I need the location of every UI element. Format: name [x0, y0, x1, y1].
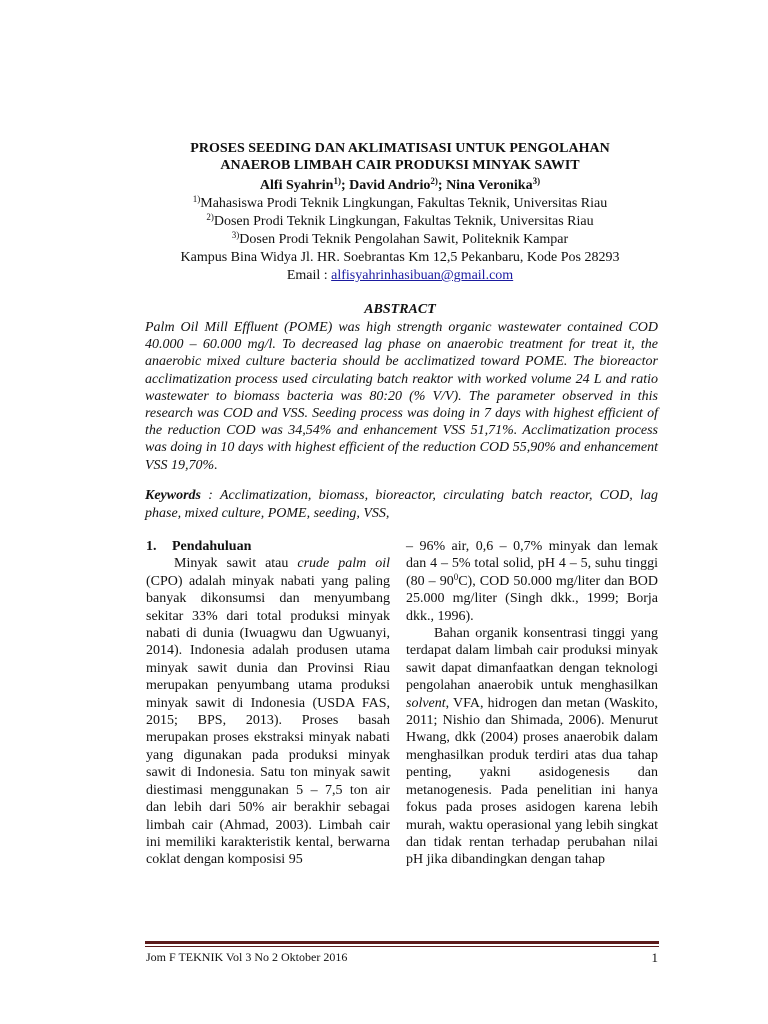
affiliation-2-text: Dosen Prodi Teknik Lingkungan, Fakultas Teknik, Universitas Riau [213, 214, 594, 229]
left-p1-a: Minyak sawit atau [174, 556, 298, 572]
affiliation-1-text: Mahasiswa Prodi Teknik Lingkungan, Fakultas Teknik, Universitas Riau [200, 196, 608, 211]
left-paragraph [146, 555, 390, 868]
author-2-sup: 2) [430, 176, 438, 186]
degree-sup: 0 [453, 571, 459, 582]
affiliation-2-sup: 2) [206, 212, 214, 222]
right-column [406, 538, 658, 869]
right-p2-b: , VFA, hidrogen dan metan (Waskito, 2011; Nishio dan Shimada, 2006). Menurut Hwang, dkk (2004) proses anaerobik dalam menghasilkan produk terdiri atas dua tahap penting, yakni asidogenesis dan metanogenesis. Pada penelitian ini hanya fokus pada proses asidogen karena lebih murah, waktu operasional yang lebih singkat dan tidak rentan terhadap perubahan nilai pH jika dibandingkan dengan tahap [406, 695, 658, 868]
footer-journal: Jom F TEKNIK Vol 3 No 2 Oktober 2016 [146, 950, 348, 964]
left-column [146, 538, 390, 869]
affiliation-1-sup: 1) [192, 194, 201, 204]
email-link[interactable]: alfisyahrinhasibuan@gmail.com [331, 268, 514, 283]
affiliation-1 [100, 195, 700, 213]
right-p2-italic: solvent [406, 695, 446, 711]
abstract-heading: ABSTRACT [364, 302, 436, 317]
affiliation-3-sup: 3) [231, 230, 240, 240]
author-list [120, 178, 680, 194]
title-line-2: ANAEROB LIMBAH CAIR PRODUKSI MINYAK SAWIT [220, 158, 580, 173]
title-line-1: PROSES SEEDING DAN AKLIMATISASI UNTUK PENGOLAHAN [190, 141, 610, 156]
author-3-sup: 3) [532, 176, 541, 186]
right-paragraph-1 [406, 538, 658, 625]
affiliation-3-text: Dosen Prodi Teknik Pengolahan Sawit, Politeknik Kampar [239, 232, 569, 247]
keywords-text: : Acclimatization, biomass, bioreactor, circulating batch reactor, COD, lag phase, mixed culture, POME, seeding, VSS, [145, 488, 658, 521]
left-p1-italic: crude palm oil [297, 556, 390, 572]
right-p2-a: Bahan organik konsentrasi tinggi yang terdapat dalam limbah cair produksi minyak sawit dapat dimanfaatkan dengan teknologi pengolahan anaerobik untuk menghasilkan [406, 626, 658, 694]
section-heading [146, 538, 390, 555]
footer-rule-thin [145, 946, 659, 947]
page-number: 1 [651, 950, 658, 965]
address: Kampus Bina Widya Jl. HR. Soebrantas Km 12,5 Pekanbaru, Kode Pos 28293 [180, 250, 620, 265]
right-p1-a: – 96% air, 0,6 – 0,7% minyak dan lemak dan 4 – 5% total solid, pH 4 – 5, suhu tinggi (80 – 90 [406, 539, 658, 589]
footer-rule-thick [145, 941, 659, 944]
left-p1-b: (CPO) adalah minyak nabati yang paling banyak dikonsumsi dan menyumbang sekitar 33% dari total produksi minyak nabati di dunia (Iwuagwu dan Ugwuanyi, 2014). Indonesia adalah produsen utama minyak sawit dunia dan Provinsi Riau merupakan penyumbang utama produksi minyak sawit di Indonesia (USDA FAS, 2015; BPS, 2013). Proses basah merupakan proses ekstraksi minyak nabati yang digunakan pada produksi minyak sawit di Indonesia. Satu ton minyak sawit diestimasi menggunakan 5 – 7,5 ton air dan lebih dari 50% air berakhir sebagai limbah cair (Ahmad, 2003). Limbah cair ini memiliki karakteristik kental, berwarna coklat dengan komposisi 95 [146, 573, 390, 868]
affiliation-2 [100, 213, 700, 231]
affiliations [100, 195, 700, 285]
author-2: ; David Andrio [340, 178, 431, 193]
keywords [145, 487, 658, 522]
section-title: Pendahuluan [172, 539, 252, 554]
abstract-text: Palm Oil Mill Effluent (POME) was high strength organic wastewater contained COD 40.000 – 60.000 mg/l. To decreased lag phase on anaerobic treatment for treat it, the anaerobic mixed culture bacteria should be acclimatized toward POME. The bioreactor acclimatization process used circulating batch reaktor with worked volume 24 L and ratio wastewater to biomass bacteria was 80:20 (% V/V). The parameter observed in this research was COD and VSS. Seeding process was doing in 7 days with highest efficient of the reduction COD was 34,54% and enhancement VSS 51,71%. Acclimatization process was doing in 10 days with highest efficient of the reduction COD 55,90% and enhancement VSS 19,70%. [145, 320, 658, 473]
affiliation-3 [100, 231, 700, 249]
section-number: 1. [146, 539, 157, 554]
right-p1-b: C), COD 50.000 mg/liter dan BOD 25.000 mg/liter (Singh dkk., 1999; Borja dkk., 1996). [406, 573, 658, 624]
right-paragraph-2 [406, 625, 658, 869]
keywords-label: Keywords [145, 488, 201, 503]
paper-title [120, 140, 680, 174]
author-3: ; Nina Veronika [437, 178, 533, 193]
author-1-sup: 1) [333, 176, 341, 186]
email-label: Email : [286, 268, 332, 283]
author-1: Alfi Syahrin [259, 178, 334, 193]
email-line [100, 267, 700, 285]
